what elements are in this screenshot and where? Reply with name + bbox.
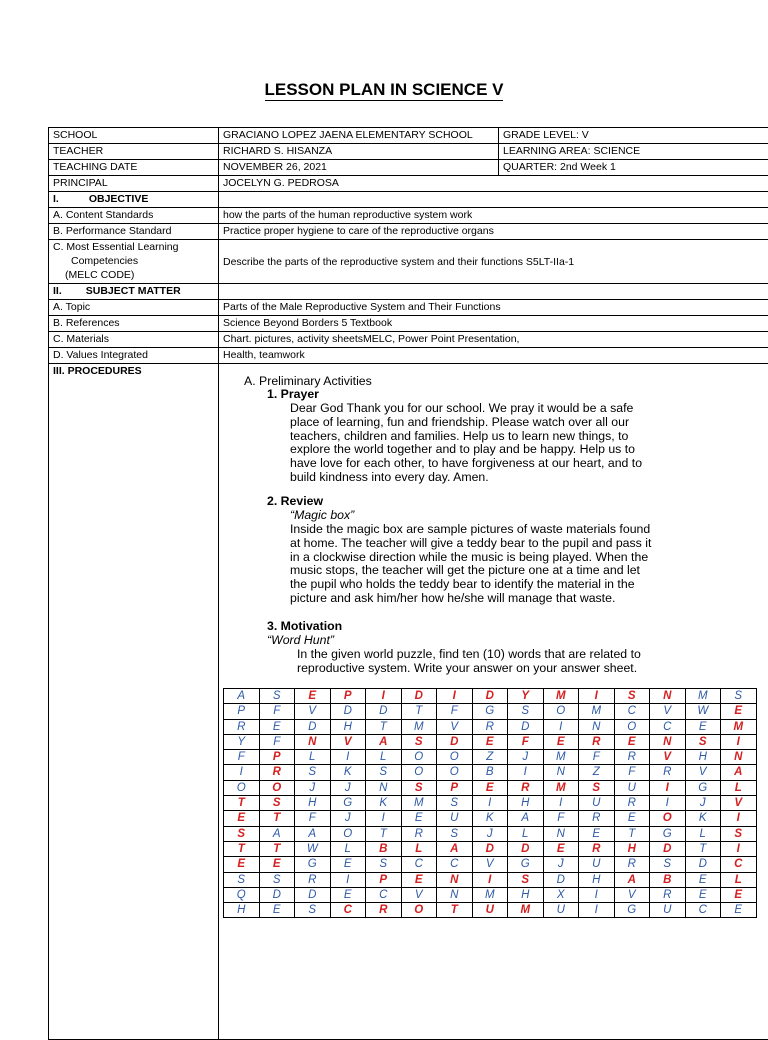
puzzle-cell: T xyxy=(401,704,437,719)
puzzle-cell: H xyxy=(224,903,260,918)
puzzle-cell: S xyxy=(437,796,473,811)
grade-level: GRADE LEVEL: V xyxy=(499,128,768,144)
puzzle-cell: S xyxy=(366,765,402,780)
puzzle-cell: E xyxy=(543,841,579,856)
puzzle-cell: N xyxy=(543,826,579,841)
puzzle-cell: F xyxy=(259,734,295,749)
puzzle-cell: E xyxy=(330,857,366,872)
paragraph-line: teachers, children and families. Help us to learn new things, to xyxy=(290,430,642,444)
puzzle-cell: L xyxy=(401,841,437,856)
puzzle-cell: R xyxy=(579,811,615,826)
puzzle-cell: G xyxy=(508,857,544,872)
puzzle-cell: E xyxy=(721,704,757,719)
puzzle-cell: I xyxy=(366,811,402,826)
puzzle-cell: C xyxy=(366,887,402,902)
puzzle-cell: D xyxy=(543,872,579,887)
puzzle-cell: I xyxy=(508,765,544,780)
word-search-puzzle xyxy=(223,688,757,918)
puzzle-cell: E xyxy=(259,903,295,918)
puzzle-cell: T xyxy=(259,811,295,826)
puzzle-cell: L xyxy=(721,780,757,795)
puzzle-cell: A xyxy=(259,826,295,841)
puzzle-cell: I xyxy=(437,689,473,704)
puzzle-cell: E xyxy=(401,872,437,887)
puzzle-cell: I xyxy=(650,780,686,795)
puzzle-cell: M xyxy=(543,750,579,765)
puzzle-cell: B xyxy=(472,765,508,780)
materials-label: C. Materials xyxy=(49,332,219,348)
puzzle-cell: V xyxy=(437,719,473,734)
puzzle-cell: E xyxy=(543,734,579,749)
puzzle-cell: S xyxy=(224,872,260,887)
puzzle-cell: D xyxy=(330,704,366,719)
references: Science Beyond Borders 5 Textbook xyxy=(219,316,768,332)
puzzle-cell: E xyxy=(295,689,331,704)
puzzle-cell: I xyxy=(472,872,508,887)
puzzle-cell: S xyxy=(259,689,295,704)
puzzle-cell: R xyxy=(472,719,508,734)
puzzle-cell: D xyxy=(472,841,508,856)
puzzle-cell: C xyxy=(721,857,757,872)
paragraph-line: reproductive system. Write your answer on your answer sheet. xyxy=(297,662,641,676)
puzzle-cell: A xyxy=(721,765,757,780)
puzzle-cell: I xyxy=(721,811,757,826)
puzzle-cell: E xyxy=(472,780,508,795)
puzzle-cell: V xyxy=(650,750,686,765)
puzzle-cell: D xyxy=(472,689,508,704)
puzzle-row xyxy=(224,750,757,765)
puzzle-cell: U xyxy=(650,903,686,918)
puzzle-cell: I xyxy=(579,887,615,902)
puzzle-cell: W xyxy=(685,704,721,719)
puzzle-cell: I xyxy=(543,719,579,734)
teacher-label: TEACHER xyxy=(49,144,219,160)
puzzle-cell: R xyxy=(401,826,437,841)
puzzle-cell: K xyxy=(472,811,508,826)
puzzle-cell: K xyxy=(330,765,366,780)
puzzle-cell: B xyxy=(366,841,402,856)
paragraph-line: at home. The teacher will give a teddy bear to the pupil and pass it xyxy=(290,537,651,551)
puzzle-cell: P xyxy=(224,704,260,719)
review-subtitle: “Magic box” xyxy=(290,509,354,523)
puzzle-cell: R xyxy=(224,719,260,734)
puzzle-cell: N xyxy=(579,719,615,734)
puzzle-cell: Z xyxy=(579,765,615,780)
puzzle-cell: D xyxy=(295,719,331,734)
puzzle-cell: E xyxy=(224,857,260,872)
puzzle-cell: F xyxy=(543,811,579,826)
puzzle-cell: Q xyxy=(224,887,260,902)
puzzle-cell: S xyxy=(650,857,686,872)
puzzle-cell: C xyxy=(437,857,473,872)
motivation-text xyxy=(297,648,641,676)
puzzle-cell: R xyxy=(366,903,402,918)
puzzle-cell: O xyxy=(401,903,437,918)
page-title: LESSON PLAN IN SCIENCE V xyxy=(0,80,768,100)
puzzle-cell: O xyxy=(401,765,437,780)
puzzle-cell: S xyxy=(259,796,295,811)
puzzle-cell: H xyxy=(579,872,615,887)
puzzle-cell: U xyxy=(579,796,615,811)
puzzle-cell: O xyxy=(259,780,295,795)
content-standards: how the parts of the human reproductive system work xyxy=(219,208,768,224)
puzzle-cell: T xyxy=(685,841,721,856)
puzzle-cell: P xyxy=(366,872,402,887)
puzzle-row xyxy=(224,719,757,734)
learning-area: LEARNING AREA: SCIENCE xyxy=(499,144,768,160)
puzzle-row xyxy=(224,903,757,918)
puzzle-cell: F xyxy=(437,704,473,719)
puzzle-cell: D xyxy=(366,704,402,719)
puzzle-row xyxy=(224,887,757,902)
puzzle-cell: I xyxy=(579,689,615,704)
puzzle-cell: D xyxy=(650,841,686,856)
puzzle-cell: M xyxy=(508,903,544,918)
performance-standard-label: B. Performance Standard xyxy=(49,224,219,240)
puzzle-cell: N xyxy=(650,734,686,749)
values: Health, teamwork xyxy=(219,348,768,364)
puzzle-cell: O xyxy=(650,811,686,826)
values-label: D. Values Integrated xyxy=(49,348,219,364)
puzzle-cell: H xyxy=(614,841,650,856)
puzzle-row xyxy=(224,796,757,811)
puzzle-cell: E xyxy=(685,872,721,887)
puzzle-cell: L xyxy=(366,750,402,765)
puzzle-cell: M xyxy=(401,719,437,734)
puzzle-cell: P xyxy=(437,780,473,795)
puzzle-cell: T xyxy=(259,841,295,856)
topic: Parts of the Male Reproductive System and Their Functions xyxy=(219,300,768,316)
puzzle-cell: L xyxy=(330,841,366,856)
puzzle-cell: R xyxy=(614,750,650,765)
puzzle-cell: G xyxy=(295,857,331,872)
puzzle-cell: A xyxy=(295,826,331,841)
puzzle-cell: E xyxy=(472,734,508,749)
puzzle-cell: D xyxy=(508,719,544,734)
puzzle-cell: K xyxy=(685,811,721,826)
objective-heading: I. OBJECTIVE xyxy=(49,192,219,208)
puzzle-cell: C xyxy=(685,903,721,918)
paragraph-line: In the given world puzzle, find ten (10) words that are related to xyxy=(297,648,641,662)
school-value: GRACIANO LOPEZ JAENA ELEMENTARY SCHOOL xyxy=(219,128,499,144)
puzzle-cell: S xyxy=(401,780,437,795)
puzzle-cell: E xyxy=(259,857,295,872)
puzzle-cell: M xyxy=(543,689,579,704)
puzzle-cell: I xyxy=(224,765,260,780)
puzzle-cell: I xyxy=(330,872,366,887)
paragraph-line: Dear God Thank you for our school. We pray it would be a safe xyxy=(290,402,642,416)
puzzle-cell: V xyxy=(650,704,686,719)
puzzle-cell: J xyxy=(685,796,721,811)
puzzle-cell: H xyxy=(508,796,544,811)
puzzle-cell: U xyxy=(437,811,473,826)
content-standards-label: A. Content Standards xyxy=(49,208,219,224)
references-label: B. References xyxy=(49,316,219,332)
puzzle-cell: I xyxy=(579,903,615,918)
puzzle-cell: M xyxy=(543,780,579,795)
puzzle-cell: S xyxy=(224,826,260,841)
puzzle-cell: M xyxy=(579,704,615,719)
puzzle-cell: I xyxy=(721,841,757,856)
puzzle-row xyxy=(224,872,757,887)
puzzle-cell: D xyxy=(401,689,437,704)
quarter: QUARTER: 2nd Week 1 xyxy=(499,160,768,176)
puzzle-cell: Z xyxy=(472,750,508,765)
puzzle-cell: U xyxy=(614,780,650,795)
puzzle-cell: I xyxy=(650,796,686,811)
puzzle-cell: E xyxy=(259,719,295,734)
puzzle-cell: N xyxy=(721,750,757,765)
puzzle-cell: R xyxy=(650,765,686,780)
puzzle-cell: H xyxy=(295,796,331,811)
puzzle-cell: I xyxy=(366,689,402,704)
puzzle-cell: E xyxy=(224,811,260,826)
puzzle-cell: G xyxy=(472,704,508,719)
puzzle-cell: S xyxy=(614,689,650,704)
puzzle-cell: J xyxy=(508,750,544,765)
puzzle-cell: I xyxy=(472,796,508,811)
puzzle-cell: V xyxy=(401,887,437,902)
lesson-plan-table xyxy=(48,127,768,1040)
materials: Chart. pictures, activity sheetsMELC, Power Point Presentation, xyxy=(219,332,768,348)
puzzle-cell: D xyxy=(295,887,331,902)
review-text xyxy=(290,523,651,606)
puzzle-row xyxy=(224,780,757,795)
puzzle-cell: J xyxy=(472,826,508,841)
puzzle-row xyxy=(224,689,757,704)
puzzle-cell: E xyxy=(721,887,757,902)
performance-standard: Practice proper hygiene to care of the reproductive organs xyxy=(219,224,768,240)
paragraph-line: build kindness into every day. Amen. xyxy=(290,471,642,485)
teacher-value: RICHARD S. HISANZA xyxy=(219,144,499,160)
principal-label: PRINCIPAL xyxy=(49,176,219,192)
puzzle-row xyxy=(224,841,757,856)
puzzle-cell: V xyxy=(721,796,757,811)
puzzle-cell: U xyxy=(472,903,508,918)
puzzle-cell: S xyxy=(508,704,544,719)
puzzle-cell: F xyxy=(295,811,331,826)
puzzle-cell: C xyxy=(650,719,686,734)
puzzle-cell: H xyxy=(685,750,721,765)
puzzle-cell: E xyxy=(614,734,650,749)
puzzle-cell: T xyxy=(224,841,260,856)
puzzle-cell: D xyxy=(437,734,473,749)
puzzle-cell: S xyxy=(295,765,331,780)
puzzle-cell: N xyxy=(295,734,331,749)
puzzle-cell: R xyxy=(579,841,615,856)
puzzle-cell: E xyxy=(579,826,615,841)
puzzle-cell: T xyxy=(366,719,402,734)
puzzle-cell: I xyxy=(330,750,366,765)
puzzle-cell: E xyxy=(401,811,437,826)
puzzle-cell: S xyxy=(721,826,757,841)
puzzle-cell: A xyxy=(508,811,544,826)
school-label: SCHOOL xyxy=(49,128,219,144)
puzzle-cell: C xyxy=(614,704,650,719)
puzzle-cell: S xyxy=(721,689,757,704)
puzzle-cell: O xyxy=(543,704,579,719)
principal-value: JOCELYN G. PEDROSA xyxy=(219,176,768,192)
puzzle-cell: O xyxy=(437,765,473,780)
puzzle-cell: G xyxy=(614,903,650,918)
puzzle-cell: R xyxy=(579,734,615,749)
paragraph-line: Inside the magic box are sample pictures of waste materials found xyxy=(290,523,651,537)
puzzle-cell: V xyxy=(685,765,721,780)
puzzle-cell: E xyxy=(685,887,721,902)
puzzle-cell: A xyxy=(437,841,473,856)
puzzle-cell: P xyxy=(330,689,366,704)
puzzle-cell: F xyxy=(579,750,615,765)
puzzle-cell: S xyxy=(295,903,331,918)
puzzle-cell: U xyxy=(543,903,579,918)
puzzle-cell: L xyxy=(685,826,721,841)
puzzle-cell: R xyxy=(508,780,544,795)
puzzle-cell: F xyxy=(224,750,260,765)
puzzle-row xyxy=(224,811,757,826)
puzzle-cell: S xyxy=(437,826,473,841)
puzzle-cell: F xyxy=(614,765,650,780)
puzzle-cell: G xyxy=(650,826,686,841)
puzzle-cell: N xyxy=(437,872,473,887)
puzzle-cell: G xyxy=(330,796,366,811)
puzzle-cell: O xyxy=(437,750,473,765)
puzzle-cell: J xyxy=(330,811,366,826)
puzzle-cell: N xyxy=(437,887,473,902)
puzzle-cell: T xyxy=(437,903,473,918)
puzzle-cell: O xyxy=(401,750,437,765)
puzzle-cell: R xyxy=(614,796,650,811)
puzzle-cell: E xyxy=(614,811,650,826)
puzzle-cell: M xyxy=(472,887,508,902)
puzzle-cell: F xyxy=(259,704,295,719)
puzzle-row xyxy=(224,704,757,719)
motivation-title: 3. Motivation xyxy=(267,620,342,634)
puzzle-cell: V xyxy=(295,704,331,719)
puzzle-cell: I xyxy=(721,734,757,749)
paragraph-line: in a clockwise direction while the music is being played. When the xyxy=(290,551,651,565)
puzzle-cell: S xyxy=(366,857,402,872)
puzzle-cell: M xyxy=(401,796,437,811)
puzzle-cell: O xyxy=(330,826,366,841)
puzzle-cell: N xyxy=(543,765,579,780)
puzzle-cell: D xyxy=(508,841,544,856)
subject-matter-heading: II. SUBJECT MATTER xyxy=(49,284,219,300)
puzzle-cell: E xyxy=(685,719,721,734)
puzzle-cell: V xyxy=(330,734,366,749)
puzzle-cell: X xyxy=(543,887,579,902)
puzzle-cell: K xyxy=(366,796,402,811)
date-label: TEACHING DATE xyxy=(49,160,219,176)
paragraph-line: place of learning, fun and friendship. Please watch over all our xyxy=(290,416,642,430)
puzzle-cell: D xyxy=(685,857,721,872)
puzzle-cell: S xyxy=(401,734,437,749)
puzzle-cell: H xyxy=(330,719,366,734)
paragraph-line: the pupil who holds the teddy bear to identify the material in the xyxy=(290,578,651,592)
puzzle-cell: R xyxy=(295,872,331,887)
puzzle-cell: E xyxy=(330,887,366,902)
puzzle-cell: S xyxy=(685,734,721,749)
puzzle-row xyxy=(224,734,757,749)
puzzle-row xyxy=(224,765,757,780)
puzzle-cell: M xyxy=(721,719,757,734)
puzzle-cell: J xyxy=(543,857,579,872)
puzzle-cell: M xyxy=(685,689,721,704)
puzzle-row xyxy=(224,826,757,841)
preliminary-activities: A. Preliminary Activities xyxy=(244,375,372,389)
puzzle-cell: S xyxy=(259,872,295,887)
puzzle-cell: A xyxy=(366,734,402,749)
procedures-content xyxy=(219,364,768,1040)
puzzle-cell: E xyxy=(721,903,757,918)
puzzle-cell: J xyxy=(295,780,331,795)
prayer-title: 1. Prayer xyxy=(267,388,319,402)
puzzle-cell: F xyxy=(508,734,544,749)
date-value: NOVEMBER 26, 2021 xyxy=(219,160,499,176)
motivation-subtitle: “Word Hunt” xyxy=(267,634,334,648)
puzzle-cell: T xyxy=(366,826,402,841)
puzzle-cell: L xyxy=(721,872,757,887)
puzzle-cell: T xyxy=(224,796,260,811)
puzzle-cell: V xyxy=(614,887,650,902)
puzzle-cell: O xyxy=(224,780,260,795)
paragraph-line: music stops, the teacher will get the picture one at a time and let xyxy=(290,564,651,578)
puzzle-cell: C xyxy=(401,857,437,872)
puzzle-cell: O xyxy=(614,719,650,734)
puzzle-cell: U xyxy=(579,857,615,872)
puzzle-cell: Y xyxy=(224,734,260,749)
puzzle-row xyxy=(224,857,757,872)
review-title: 2. Review xyxy=(267,495,323,509)
puzzle-cell: B xyxy=(650,872,686,887)
melc: Describe the parts of the reproductive system and their functions S5LT-IIa-1 xyxy=(219,240,768,284)
puzzle-cell: P xyxy=(259,750,295,765)
puzzle-cell: L xyxy=(295,750,331,765)
puzzle-cell: S xyxy=(508,872,544,887)
puzzle-cell: Y xyxy=(508,689,544,704)
prayer-text xyxy=(290,402,642,485)
puzzle-cell: R xyxy=(650,887,686,902)
puzzle-cell: L xyxy=(508,826,544,841)
puzzle-cell: S xyxy=(579,780,615,795)
puzzle-cell: W xyxy=(295,841,331,856)
puzzle-cell: N xyxy=(366,780,402,795)
puzzle-cell: R xyxy=(614,857,650,872)
puzzle-cell: D xyxy=(259,887,295,902)
puzzle-cell: J xyxy=(330,780,366,795)
paragraph-line: picture and ask him/her how he/she will manage that waste. xyxy=(290,592,651,606)
puzzle-cell: N xyxy=(650,689,686,704)
puzzle-cell: A xyxy=(614,872,650,887)
topic-label: A. Topic xyxy=(49,300,219,316)
puzzle-cell: H xyxy=(508,887,544,902)
puzzle-cell: I xyxy=(543,796,579,811)
paragraph-line: have love for each other, to have forgiveness at our heart, and to xyxy=(290,457,642,471)
melc-label: C. Most Essential Learning Competencies (MELC CODE) xyxy=(49,240,219,284)
puzzle-cell: A xyxy=(224,689,260,704)
procedures-heading: III. PROCEDURES xyxy=(49,364,219,1040)
puzzle-cell: G xyxy=(685,780,721,795)
puzzle-cell: V xyxy=(472,857,508,872)
puzzle-cell: R xyxy=(259,765,295,780)
puzzle-cell: C xyxy=(330,903,366,918)
paragraph-line: explore the world together and to play and be happy. Help us to xyxy=(290,443,642,457)
puzzle-cell: T xyxy=(614,826,650,841)
